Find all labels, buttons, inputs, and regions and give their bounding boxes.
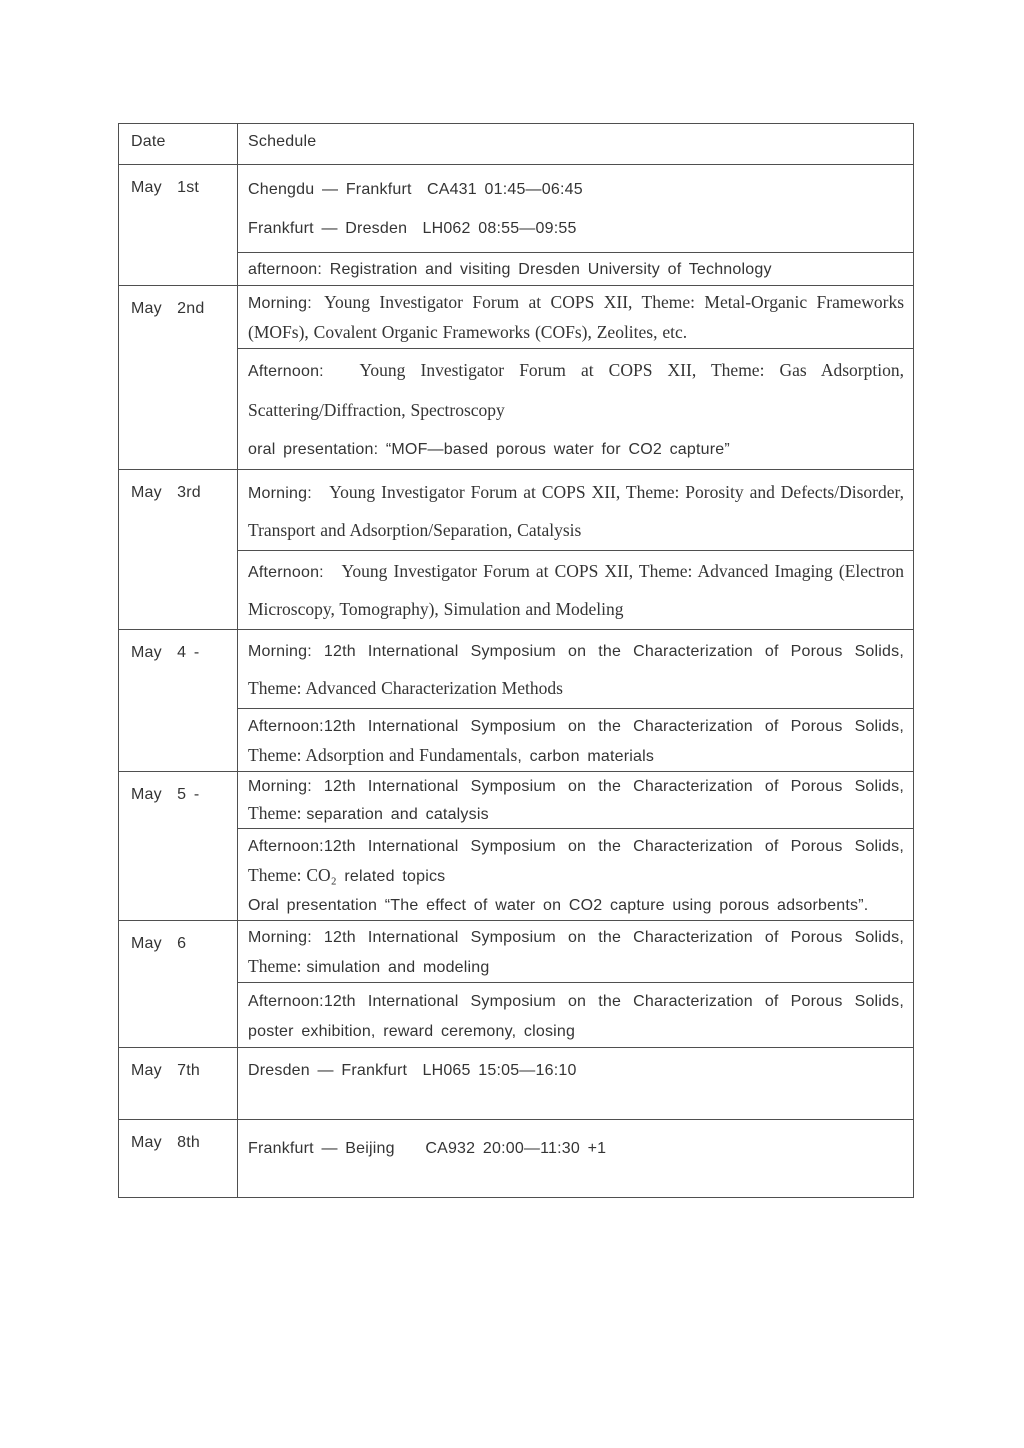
text-segment: Morning: 12th International Symposium on the Characterization of Porous Solids,	[248, 643, 904, 660]
table-row	[119, 629, 913, 771]
schedule-line	[248, 553, 904, 629]
schedule-line	[248, 351, 904, 431]
schedule-line	[248, 288, 904, 348]
table-row	[119, 285, 913, 469]
text-segment: Young Investigator Forum at COPS XII, Theme: Metal-Organic Frameworks (MOFs), Covalent Organic Frameworks (COFs), Zeolites, etc.	[248, 292, 905, 342]
date-cell	[119, 772, 238, 920]
schedule-block	[238, 708, 913, 771]
date-cell	[119, 470, 238, 629]
date-label: May 2nd	[131, 300, 205, 317]
table-row	[119, 164, 913, 285]
schedule-header-cell	[238, 124, 913, 164]
schedule-block	[238, 630, 913, 708]
text-segment: Afternoon:12th International Symposium on the Characterization of Porous Solids,	[248, 838, 904, 855]
date-cell	[119, 921, 238, 1047]
text-segment: separation and catalysis	[306, 806, 489, 823]
schedule-line	[248, 209, 904, 248]
schedule-cell	[238, 470, 913, 629]
schedule-line	[248, 634, 904, 708]
table-row	[119, 1119, 913, 1197]
schedule-cell	[238, 165, 913, 285]
table-row	[119, 920, 913, 1047]
schedule-block	[238, 165, 913, 252]
date-cell	[119, 630, 238, 771]
text-segment: , carbon materials	[517, 748, 655, 765]
text-segment: oral presentation: “MOF—based porous water for CO2 capture”	[248, 441, 730, 458]
schedule-block	[238, 550, 913, 629]
schedule-cell	[238, 921, 913, 1047]
date-cell	[119, 1120, 238, 1197]
date-label: May 6	[131, 935, 187, 952]
schedule-cell	[238, 286, 913, 469]
schedule-block	[238, 348, 913, 469]
table-header-row	[119, 124, 913, 164]
schedule-block	[238, 124, 913, 151]
schedule-line	[248, 254, 904, 285]
text-segment: Afternoon:12th International Symposium on the Characterization of Porous Solids, poster exhibition, reward ceremony, closing	[248, 993, 904, 1040]
text-segment: related topics	[336, 868, 446, 885]
schedule-block	[238, 286, 913, 348]
text-segment: Chengdu — Frankfurt CA431 01:45—06:45	[248, 181, 583, 198]
date-label: May 4 -	[131, 644, 200, 661]
text-segment: Morning: 12th International Symposium on the Characterization of Porous Solids,	[248, 929, 904, 946]
text-segment: Afternoon:12th International Symposium on the Characterization of Porous Solids,	[248, 718, 904, 735]
schedule-line	[248, 891, 904, 920]
date-label: May 1st	[131, 179, 200, 196]
text-segment: afternoon: Registration and visiting Dresden University of Technology	[248, 261, 772, 278]
schedule-line	[248, 170, 904, 209]
schedule-cell	[238, 1048, 913, 1119]
text-segment: Young Investigator Forum at COPS XII, Theme: Porosity and Defects/Disorder, Transport and Adsorption/Separation, Catalysis	[248, 482, 905, 540]
text-segment: Morning: 12th International Symposium on the Characterization of Porous Solids,	[248, 778, 904, 795]
text-segment: Theme:	[248, 956, 307, 976]
text-segment: Young Investigator Forum at COPS XII, Theme: Advanced Imaging (Electron Microscopy, Tomography), Simulation and Modeling	[248, 561, 904, 619]
text-segment: Theme: Advanced Characterization Methods	[248, 678, 563, 698]
schedule-table	[118, 123, 914, 1198]
schedule-cell	[238, 1120, 913, 1197]
text-segment: Afternoon:	[248, 363, 360, 380]
schedule-line	[248, 1134, 904, 1164]
text-segment: Frankfurt — Dresden LH062 08:55—09:55	[248, 220, 577, 237]
schedule-block	[238, 470, 913, 550]
schedule-line	[248, 832, 904, 891]
schedule-cell	[238, 772, 913, 920]
text-segment: Theme: Adsorption and Fundamentals	[248, 745, 518, 765]
schedule-line	[248, 133, 904, 151]
date-label: May 3rd	[131, 484, 201, 501]
text-segment: Morning:	[248, 485, 330, 502]
schedule-line	[248, 774, 904, 828]
schedule-line	[248, 712, 904, 771]
schedule-block	[238, 772, 913, 828]
text-segment: Theme: CO₂	[248, 865, 337, 885]
schedule-block	[238, 1120, 913, 1197]
table-row	[119, 771, 913, 920]
schedule-line	[248, 924, 904, 982]
date-cell	[119, 1048, 238, 1119]
text-segment: Theme:	[248, 803, 307, 823]
date-label: May 8th	[131, 1134, 200, 1151]
text-segment: Young Investigator Forum at COPS XII, Theme: Gas Adsorption, Scattering/Diffraction, Spectroscopy	[248, 360, 904, 420]
schedule-line	[248, 474, 904, 550]
schedule-line	[248, 431, 904, 469]
schedule-line	[248, 1056, 904, 1086]
text-segment: Frankfurt — Beijing CA932 20:00—11:30 +1	[248, 1140, 607, 1157]
text-segment: Oral presentation “The effect of water on CO2 capture using porous adsorbents”.	[248, 897, 869, 914]
schedule-block	[238, 1048, 913, 1119]
schedule-cell	[238, 630, 913, 771]
table-row	[119, 469, 913, 629]
column-header-date: Date	[131, 133, 166, 150]
date-cell	[119, 165, 238, 285]
schedule-block	[238, 252, 913, 285]
table-row	[119, 1047, 913, 1119]
text-segment: simulation and modeling	[306, 959, 490, 976]
schedule-line	[248, 987, 904, 1047]
text-segment: Morning:	[248, 295, 325, 312]
text-segment: Dresden — Frankfurt LH065 15:05—16:10	[248, 1062, 577, 1079]
column-header-schedule: Schedule	[248, 133, 317, 150]
date-label: May 7th	[131, 1062, 200, 1079]
schedule-block	[238, 828, 913, 920]
schedule-block	[238, 921, 913, 982]
schedule-block	[238, 982, 913, 1047]
date-header-cell	[119, 124, 238, 164]
date-label: May 5 -	[131, 786, 200, 803]
text-segment: Afternoon:	[248, 564, 342, 581]
date-cell	[119, 286, 238, 469]
